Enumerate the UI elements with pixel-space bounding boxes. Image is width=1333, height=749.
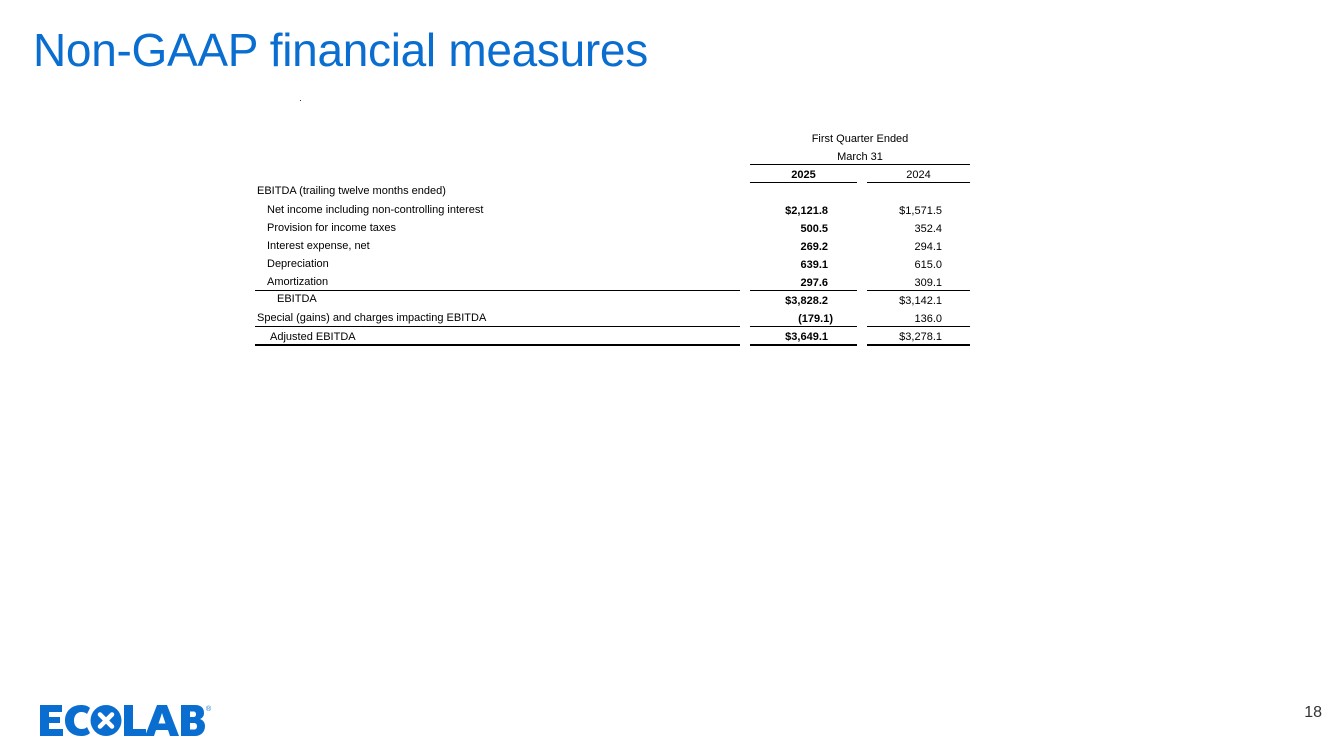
period-header: First Quarter Ended xyxy=(811,133,909,145)
ecolab-logo xyxy=(40,702,212,740)
row-label: Depreciation xyxy=(267,258,329,270)
special-label: Special (gains) and charges impacting EBITDA xyxy=(257,312,487,324)
value-2025: 269.2 xyxy=(800,241,828,253)
subtotal-rule-2025 xyxy=(750,290,857,291)
column-rule-2024 xyxy=(867,182,970,183)
row-label: Interest expense, net xyxy=(267,240,370,252)
adjusted-rule-2025 xyxy=(750,326,857,327)
special-2024: 136.0 xyxy=(914,313,942,325)
column-header-2024: 2024 xyxy=(906,169,931,181)
value-2025: $2,121.8 xyxy=(785,205,828,217)
value-2024: 615.0 xyxy=(914,259,942,271)
date-header: March 31 xyxy=(837,151,883,163)
value-2025: 297.6 xyxy=(800,277,828,289)
adjusted-rule-2024 xyxy=(867,326,970,327)
value-2024: 309.1 xyxy=(914,277,942,289)
financial-table xyxy=(255,130,975,360)
value-2024: 352.4 xyxy=(914,223,942,235)
row-label: Net income including non-controlling interest xyxy=(267,204,484,216)
ebitda-label: EBITDA xyxy=(277,293,317,305)
adjusted-ebitda-2025: $3,649.1 xyxy=(785,331,828,343)
value-2025: 639.1 xyxy=(800,259,828,271)
row-label: Provision for income taxes xyxy=(267,222,396,234)
section-label: EBITDA (trailing twelve months ended) xyxy=(257,185,446,197)
column-header-2025: 2025 xyxy=(791,169,816,181)
stray-mark xyxy=(300,100,301,101)
registered-mark: ® xyxy=(206,706,212,713)
ecolab-logo-mark xyxy=(40,702,212,740)
row-label: Amortization xyxy=(267,276,329,288)
value-2024: 294.1 xyxy=(914,241,942,253)
total-rule-2024 xyxy=(867,344,970,346)
header-rule xyxy=(750,164,970,165)
subtotal-rule-label xyxy=(255,290,740,291)
adjusted-ebitda-label: Adjusted EBITDA xyxy=(270,331,356,343)
value-2024: $1,571.5 xyxy=(899,205,942,217)
page-number: 18 xyxy=(1304,704,1322,721)
special-2025: (179.1) xyxy=(798,313,833,325)
column-rule-2025 xyxy=(750,182,857,183)
adjusted-rule-label xyxy=(255,326,740,327)
ebitda-2025: $3,828.2 xyxy=(785,295,828,307)
total-rule-label xyxy=(255,344,740,346)
ebitda-2024: $3,142.1 xyxy=(899,295,942,307)
adjusted-ebitda-2024: $3,278.1 xyxy=(899,331,942,343)
value-2025: 500.5 xyxy=(800,223,828,235)
total-rule-2025 xyxy=(750,344,857,346)
page-title: Non-GAAP financial measures xyxy=(33,24,648,76)
subtotal-rule-2024 xyxy=(867,290,970,291)
